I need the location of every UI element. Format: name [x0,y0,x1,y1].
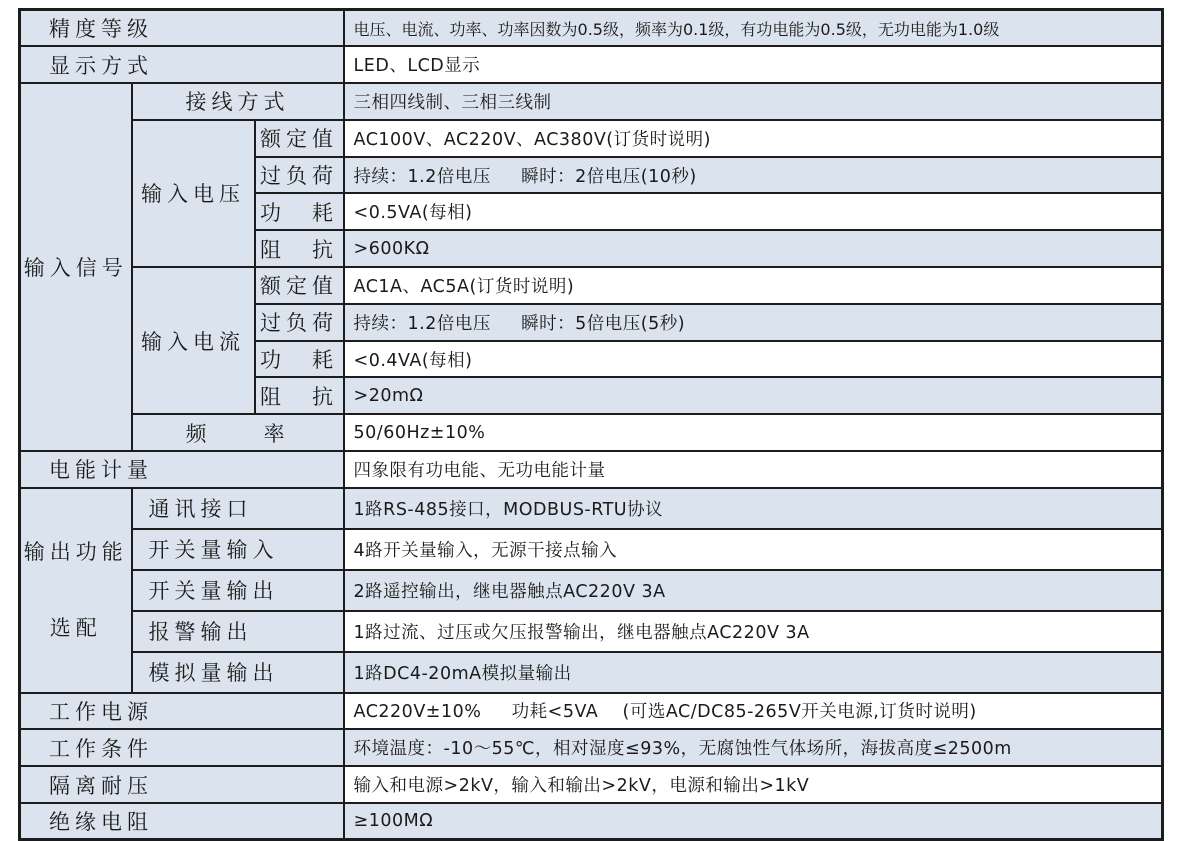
value-insulation-resistance: ≥100MΩ [344,803,1163,840]
label-comm-interface: 通讯接口 [132,488,344,529]
value-voltage-rated: AC100V、AC220V、AC380V(订货时说明) [344,120,1163,157]
value-energy-metering: 四象限有功电能、无功电能计量 [344,451,1163,488]
label-output-select-group [20,488,132,693]
table-row [20,267,1163,304]
table-row [20,693,1163,730]
label-power-supply: 工作电源 [20,693,344,730]
label-voltage-rated: 额定值 [255,120,344,157]
table-row [20,10,1163,47]
value-current-rated: AC1A、AC5A(订货时说明) [344,267,1163,304]
spec-table [18,8,1164,841]
label-switch-input: 开关量输入 [132,529,344,570]
label-display-mode: 显示方式 [20,46,344,83]
label-isolation-voltage: 隔离耐压 [20,766,344,803]
label-output-select-line1: 输出功能 [23,539,128,564]
label-current-rated: 额定值 [255,267,344,304]
label-current-consumption: 功 耗 [255,341,344,378]
table-row [20,529,1163,570]
value-voltage-impedance: >600KΩ [344,230,1163,267]
table-row [20,803,1163,840]
label-frequency: 频 率 [132,414,344,451]
value-wiring-mode: 三相四线制、三相三线制 [344,83,1163,120]
value-voltage-overload: 持续：1.2倍电压 瞬时：2倍电压(10秒) [344,157,1163,194]
value-alarm-output: 1路过流、过压或欠压报警输出，继电器触点AC220V 3A [344,611,1163,652]
table-row [20,451,1163,488]
value-current-consumption: <0.4VA(每相) [344,341,1163,378]
value-power-supply: AC220V±10% 功耗<5VA (可选AC/DC85-265V开关电源,订货时说明) [344,693,1163,730]
label-accuracy-class: 精度等级 [20,10,344,47]
table-row [20,652,1163,693]
value-working-conditions: 环境温度：-10～55℃，相对湿度≤93%，无腐蚀性气体场所，海拔高度≤2500m [344,729,1163,766]
value-voltage-consumption: <0.5VA(每相) [344,193,1163,230]
table-row [20,488,1163,529]
value-comm-interface: 1路RS-485接口，MODBUS-RTU协议 [344,488,1163,529]
label-wiring-mode: 接线方式 [132,83,344,120]
value-switch-input: 4路开关量输入，无源干接点输入 [344,529,1163,570]
value-frequency: 50/60Hz±10% [344,414,1163,451]
value-current-overload: 持续：1.2倍电压 瞬时：5倍电压(5秒) [344,304,1163,341]
label-voltage-overload: 过负荷 [255,157,344,194]
table-row [20,414,1163,451]
label-working-conditions: 工作条件 [20,729,344,766]
label-output-select-line2: 选配 [49,616,102,641]
table-row [20,729,1163,766]
value-accuracy-class: 电压、电流、功率、功率因数为0.5级，频率为0.1级，有功电能为0.5级，无功电能为1.0级 [344,10,1163,47]
table-row [20,46,1163,83]
table-row [20,120,1163,157]
label-insulation-resistance: 绝缘电阻 [20,803,344,840]
value-analog-output: 1路DC4-20mA模拟量输出 [344,652,1163,693]
label-input-voltage-group: 输入电压 [132,120,255,267]
value-current-impedance: >20mΩ [344,377,1163,414]
label-energy-metering: 电能计量 [20,451,344,488]
table-row [20,570,1163,611]
table-row [20,611,1163,652]
label-analog-output: 模拟量输出 [132,652,344,693]
table-row [20,766,1163,803]
label-switch-output: 开关量输出 [132,570,344,611]
label-alarm-output: 报警输出 [132,611,344,652]
label-voltage-consumption: 功 耗 [255,193,344,230]
label-input-current-group: 输入电流 [132,267,255,414]
label-current-overload: 过负荷 [255,304,344,341]
value-isolation-voltage: 输入和电源>2kV，输入和输出>2kV，电源和输出>1kV [344,766,1163,803]
label-voltage-impedance: 阻 抗 [255,230,344,267]
value-switch-output: 2路遥控输出，继电器触点AC220V 3A [344,570,1163,611]
label-input-signal-group: 输入信号 [20,83,132,451]
table-row [20,83,1163,120]
value-display-mode: LED、LCD显示 [344,46,1163,83]
label-current-impedance: 阻 抗 [255,377,344,414]
